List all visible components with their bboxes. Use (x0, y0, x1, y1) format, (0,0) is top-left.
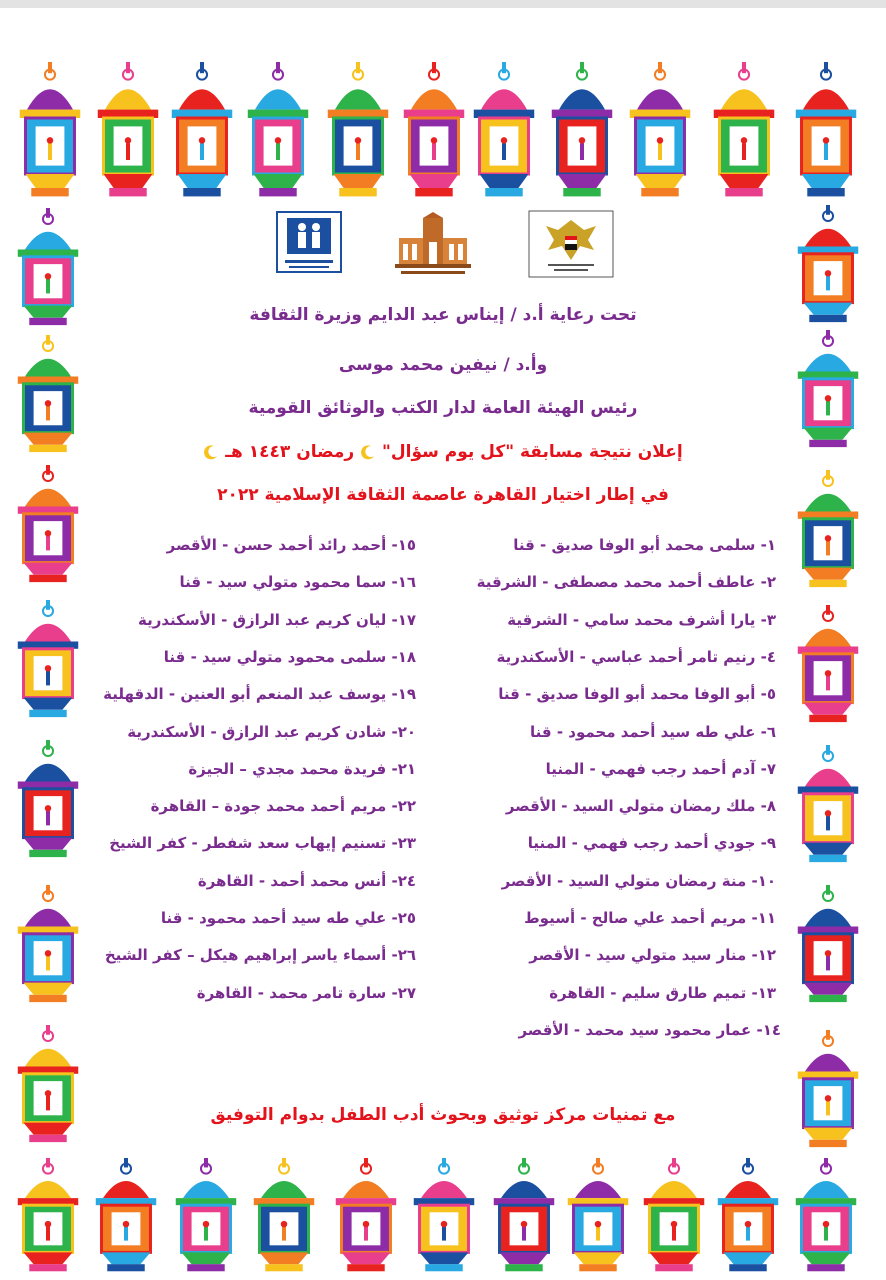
crescent-moon-icon (360, 444, 376, 460)
winner-item: ٢٢- مريم أحمد محمد جودة – القاهرة (150, 797, 416, 816)
winner-item: ١٨- سلمى محمود متولي سيد - قنا (163, 647, 416, 666)
lantern-icon (322, 62, 394, 206)
lantern-icon (790, 1158, 862, 1280)
lantern-icon (638, 1158, 710, 1280)
winner-item: ١٣- تميم طارق سليم - القاهرة (549, 983, 776, 1002)
announcement-title: إعلان نتيجة مسابقة "كل يوم سؤال" (382, 442, 683, 462)
lantern-icon (792, 745, 864, 871)
lantern-icon (92, 62, 164, 206)
lantern-icon (12, 1025, 84, 1151)
winner-item: ١٧- ليان كريم عبد الرازق - الأسكندرية (138, 610, 416, 629)
lantern-icon (790, 62, 862, 206)
lantern-icon (408, 1158, 480, 1280)
lantern-icon (792, 885, 864, 1011)
lantern-icon (488, 1158, 560, 1280)
child-literature-center-logo (275, 210, 343, 278)
footer-wishes: مع تمنيات مركز توثيق وبحوث أدب الطفل بدوام التوفيق (210, 1105, 676, 1125)
winner-item: ٢٦- أسماء ياسر إبراهيم هيكل – كفر الشيخ (104, 946, 416, 965)
lantern-icon (546, 62, 618, 206)
lantern-icon (708, 62, 780, 206)
lantern-icon (166, 62, 238, 206)
announcement-date: رمضان ١٤٤٣ هـ (225, 442, 355, 462)
national-library-archives-logo (393, 212, 473, 282)
winner-item: ٣- يارا أشرف محمد سامي - الشرقية (507, 610, 776, 629)
winner-item: ٢٠- شادن كريم عبد الرازق - الأسكندرية (127, 722, 416, 741)
winner-item: ٨- ملك رمضان متولي السيد - الأقصر (505, 797, 776, 816)
lantern-icon (792, 1030, 864, 1156)
lantern-icon (624, 62, 696, 206)
lantern-icon (712, 1158, 784, 1280)
logos-row (0, 210, 886, 285)
lantern-icon (90, 1158, 162, 1280)
winner-item: ٧- آدم أحمد رجب فهمي - المنيا (545, 759, 776, 778)
lantern-icon (248, 1158, 320, 1280)
winner-item: ١٥- أحمد رائد أحمد حسن - الأقصر (166, 536, 416, 554)
winner-item: ٢٥- علي طه سيد أحمد محمود - قنا (160, 909, 416, 927)
winner-item: ١١- مريم أحمد علي صالح - أسيوط (524, 909, 776, 927)
competition-announcement (0, 442, 886, 462)
winner-item: ٢٧- سارة تامر محمد - القاهرة (196, 983, 416, 1002)
winner-item: ١٠- منة رمضان متولي السيد - الأقصر (501, 871, 776, 890)
lantern-icon (468, 62, 540, 206)
winner-item: ١٢- منار سيد متولي سيد - الأقصر (529, 946, 776, 965)
ministry-of-culture-eagle-logo (528, 210, 614, 282)
cairo-capital-subtitle: في إطار اختيار القاهرة عاصمة الثقافة الإسلامية ٢٠٢٢ (217, 485, 669, 505)
lantern-icon (792, 330, 864, 456)
winner-item: ١٤- عمار محمود سيد محمد - الأقصر (518, 1020, 781, 1039)
winner-item: ١٦- سما محمود متولي سيد - قنا (179, 573, 416, 592)
winner-item: ١- سلمى محمد أبو الوفا صديق - قنا (513, 536, 776, 554)
winner-item: ٤- رنيم تامر أحمد عباسي - الأسكندرية (496, 647, 776, 666)
lantern-icon (14, 62, 86, 206)
winner-item: ٢٤- أنس محمد أحمد - القاهرة (197, 871, 416, 890)
lantern-icon (242, 62, 314, 206)
lantern-icon (12, 740, 84, 866)
patronage-line: تحت رعاية أ.د / إيناس عبد الدايم وزيرة الثقافة (249, 305, 637, 325)
president-name-line: وأ.د / نيفين محمد موسى (338, 355, 548, 375)
lantern-icon (12, 1158, 84, 1280)
winner-item: ٥- أبو الوفا محمد أبو الوفا صديق - قنا (498, 685, 776, 704)
crescent-moon-icon (203, 444, 219, 460)
winner-item: ٢- عاطف أحمد محمد مصطفى - الشرقية (476, 573, 776, 592)
lantern-icon (12, 465, 84, 591)
lantern-icon (330, 1158, 402, 1280)
top-edge-bar (0, 0, 886, 8)
lantern-icon (398, 62, 470, 206)
lantern-icon (792, 605, 864, 731)
winner-item: ١٩- يوسف عبد المنعم أبو العنين - الدقهلية (103, 685, 416, 704)
lantern-icon (12, 885, 84, 1011)
winner-item: ٢١- فريدة محمد مجدي – الجيزة (188, 759, 416, 778)
lantern-icon (170, 1158, 242, 1280)
winner-item: ٩- جودي أحمد رجب فهمي - المنيا (527, 834, 776, 853)
lantern-icon (12, 600, 84, 726)
president-title-line: رئيس الهيئة العامة لدار الكتب والوثائق القومية (248, 398, 638, 418)
winner-item: ٦- علي طه سيد أحمد محمود - قنا (530, 722, 776, 741)
winner-item: ٢٣- تسنيم إيهاب سعد شفطر - كفر الشيخ (109, 834, 416, 853)
lantern-icon (562, 1158, 634, 1280)
